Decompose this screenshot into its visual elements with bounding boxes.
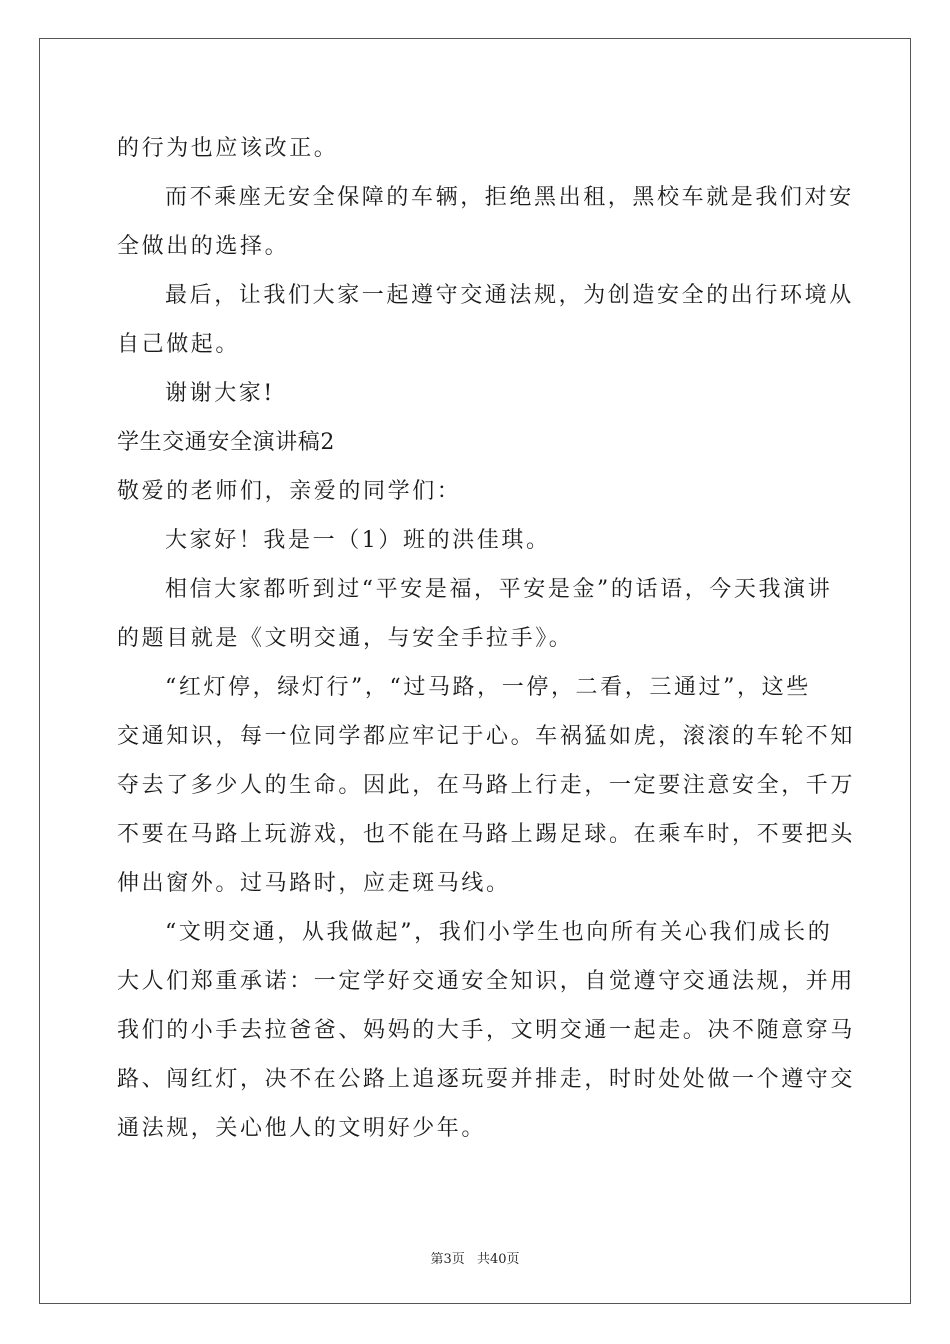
- section-title: 学生交通安全演讲稿2: [117, 430, 335, 455]
- text-line: “文明交通，从我做起”，我们小学生也向所有关心我们成长的: [165, 920, 833, 945]
- text-line: 谢谢大家!: [165, 381, 275, 406]
- text-line: 伸出窗外。过马路时，应走斑马线。: [117, 871, 511, 896]
- text-line: 路、闯红灯，决不在公路上追逐玩耍并排走，时时处处做一个遵守交: [117, 1067, 856, 1092]
- page-total: 共40页: [476, 1252, 520, 1267]
- text-line: 大人们郑重承诺：一定学好交通安全知识，自觉遵守交通法规，并用: [117, 969, 856, 994]
- text-line: 大家好！我是一（1）班的洪佳琪。: [165, 528, 551, 553]
- text-line: 全做出的选择。: [117, 234, 290, 259]
- text-line: 自己做起。: [117, 332, 241, 357]
- page-number: 第3页: [430, 1252, 465, 1267]
- text-line: 的题目就是《文明交通，与安全手拉手》。: [117, 626, 574, 651]
- document-body: [117, 130, 856, 1147]
- text-line: 最后，让我们大家一起遵守交通法规，为创造安全的出行环境从: [165, 283, 854, 308]
- text-line: 而不乘座无安全保障的车辆，拒绝黑出租，黑校车就是我们对安: [165, 185, 854, 210]
- text-line: 交通知识，每一位同学都应牢记于心。车祸猛如虎，滚滚的车轮不知: [117, 724, 856, 749]
- text-line: 不要在马路上玩游戏，也不能在马路上踢足球。在乘车时，不要把头: [117, 822, 856, 847]
- page-footer: [0, 1248, 950, 1267]
- text-line: 的行为也应该改正。: [117, 136, 339, 161]
- text-line: 通法规，关心他人的文明好少年。: [117, 1116, 487, 1141]
- text-line: 我们的小手去拉爸爸、妈妈的大手，文明交通一起走。决不随意穿马: [117, 1018, 856, 1043]
- text-line: 相信大家都听到过“平安是福，平安是金”的话语，今天我演讲: [165, 577, 833, 602]
- text-line: 夺去了多少人的生命。因此，在马路上行走，一定要注意安全，千万: [117, 773, 856, 798]
- salutation: 敬爱的老师们，亲爱的同学们：: [117, 479, 462, 504]
- text-line: “红灯停，绿灯行”，“过马路，一停，二看，三通过”，这些: [165, 675, 811, 700]
